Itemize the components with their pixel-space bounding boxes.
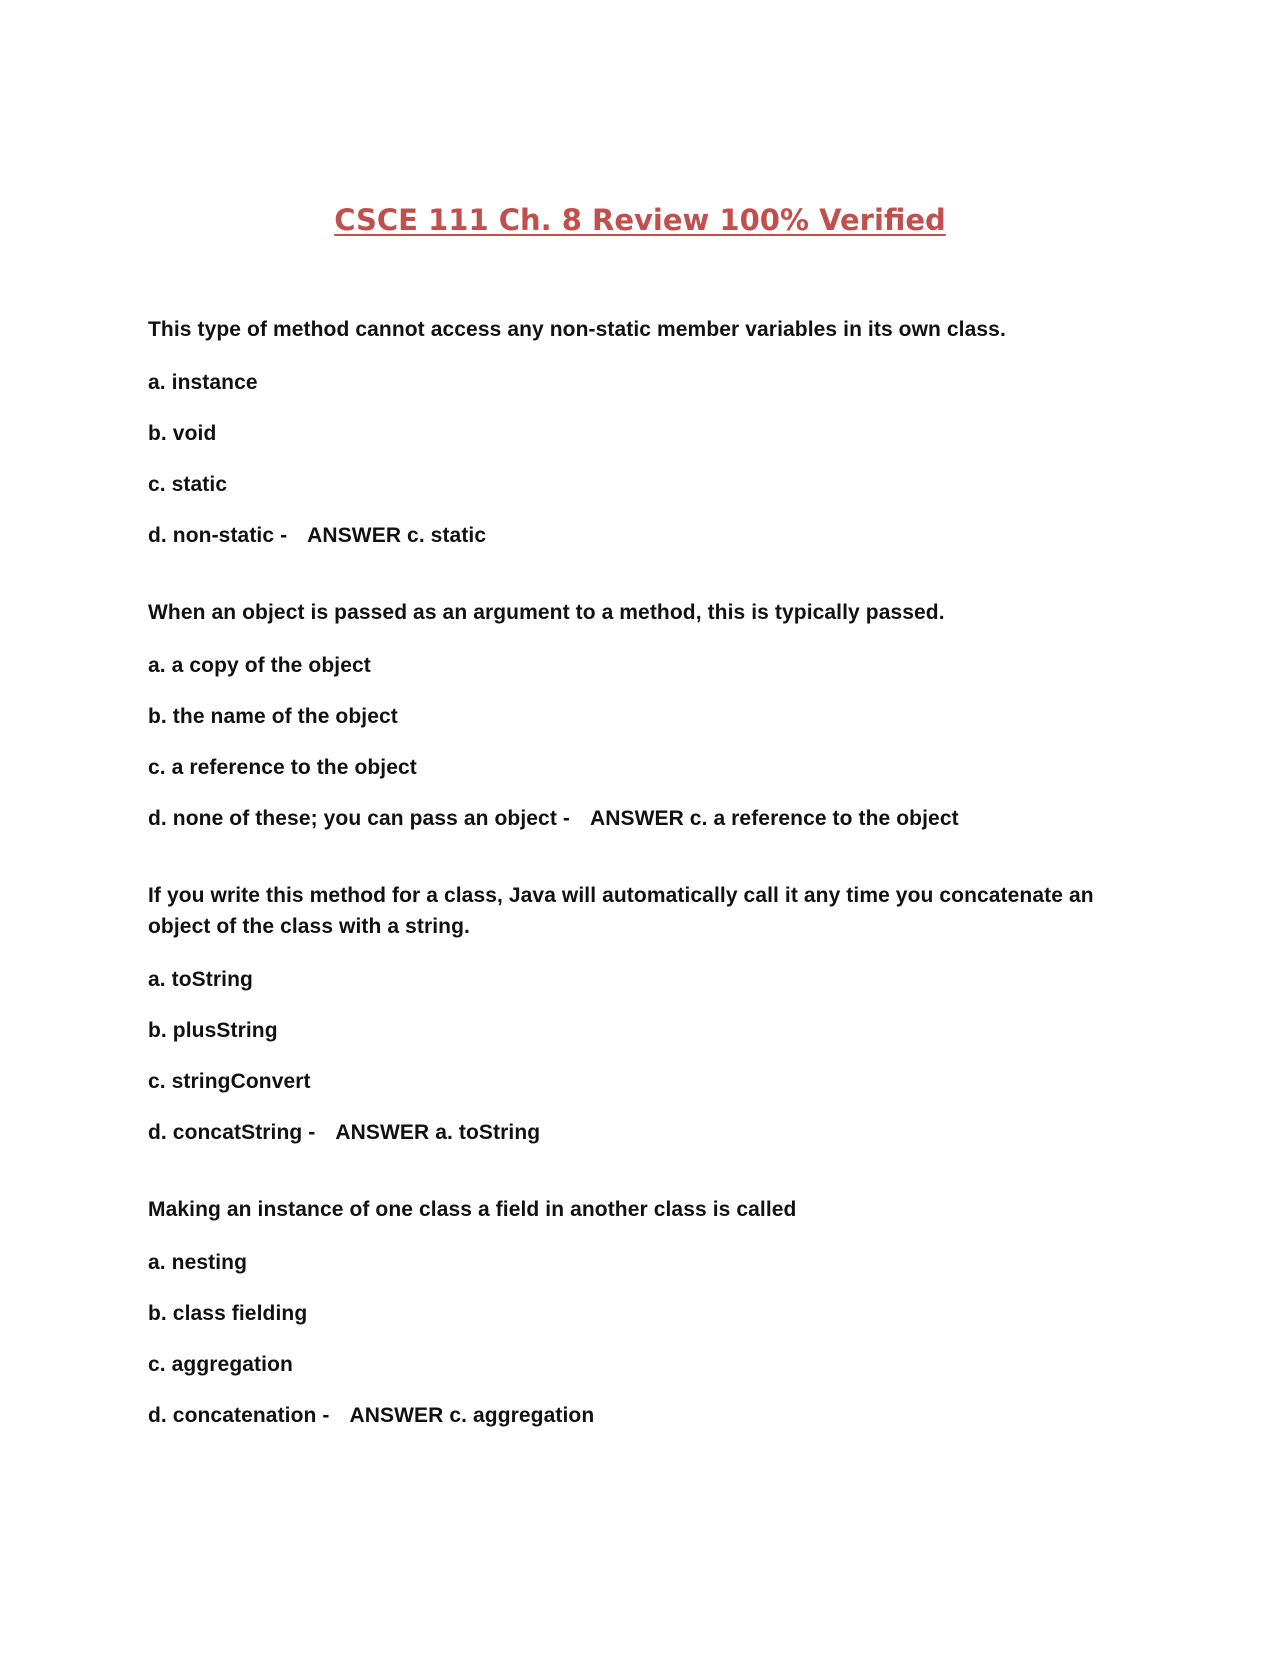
question-prompt: When an object is passed as an argument to a method, this is typically passed.: [148, 601, 945, 624]
answer-text: ANSWER c. static: [307, 524, 487, 547]
option-d: [148, 520, 1148, 551]
question-1: [148, 314, 1148, 551]
option-d-text: d. non-static -: [148, 524, 288, 547]
answer-text: ANSWER c. aggregation: [349, 1404, 595, 1427]
option-b: b. the name of the object: [148, 705, 398, 728]
option-b: b. plusString: [148, 1019, 278, 1042]
answer-text: ANSWER c. a reference to the object: [589, 807, 959, 830]
option-c: c. stringConvert: [148, 1070, 311, 1093]
option-c: c. a reference to the object: [148, 756, 417, 779]
question-prompt: If you write this method for a class, Java will automatically call it any time you concatenate an object of the class with a string.: [148, 884, 1094, 938]
option-a: a. instance: [148, 371, 258, 394]
option-c: c. aggregation: [148, 1353, 293, 1376]
option-d-text: d. concatenation -: [148, 1404, 330, 1427]
option-d-text: d. concatString -: [148, 1121, 316, 1144]
option-d: [148, 1117, 1148, 1148]
question-prompt: Making an instance of one class a field in another class is called: [148, 1198, 797, 1221]
option-c: c. static: [148, 473, 228, 496]
option-a: a. toString: [148, 968, 253, 991]
option-b: b. void: [148, 422, 217, 445]
answer-text: ANSWER a. toString: [335, 1121, 541, 1144]
option-a: a. nesting: [148, 1251, 248, 1274]
question-4: [148, 1194, 1148, 1431]
option-b: b. class fielding: [148, 1302, 308, 1325]
page-title: [0, 200, 1280, 240]
page-title-text: CSCE 111 Ch. 8 Review 100% Verified: [334, 203, 946, 237]
question-2: [148, 597, 1148, 834]
question-3: [148, 880, 1148, 1148]
option-d: [148, 1400, 1148, 1431]
option-d: [148, 803, 1148, 834]
question-list: [148, 314, 1148, 1477]
question-prompt: This type of method cannot access any non-static member variables in its own class.: [148, 318, 1006, 341]
option-d-text: d. none of these; you can pass an object -: [148, 807, 570, 830]
option-a: a. a copy of the object: [148, 654, 371, 677]
